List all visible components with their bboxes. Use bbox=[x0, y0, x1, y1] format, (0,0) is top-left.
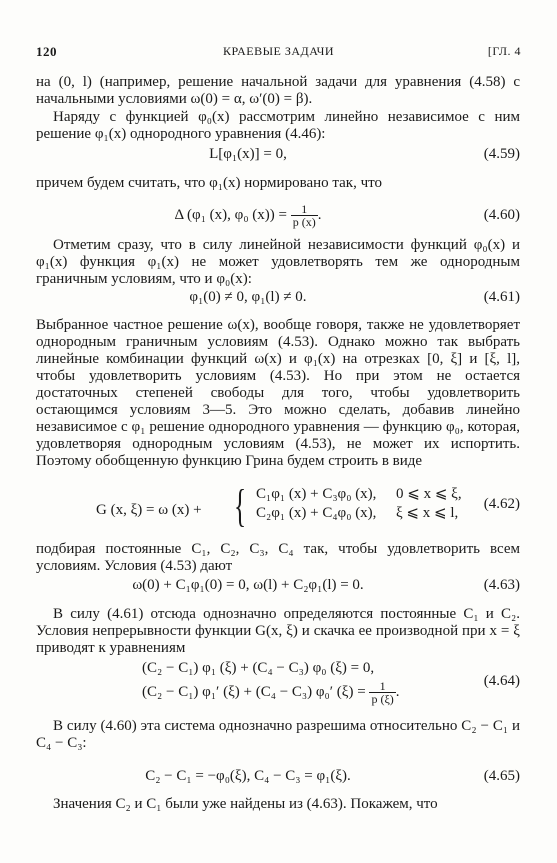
paragraph-text: причем будем считать, что φ₁(x) нормировано так, что bbox=[36, 175, 382, 191]
fraction-numerator: 1 bbox=[291, 203, 318, 216]
paragraph-text: Наряду с функцией φ₀(x) рассмотрим линейно независимое с ним решение φ₁(x) однородного уравнения (4.46): bbox=[36, 109, 520, 142]
paragraph-8 bbox=[36, 718, 520, 752]
equation-formula: ω(0) + C₁φ₁(0) = 0, ω(l) + C₂φ₁(l) = 0. bbox=[132, 577, 364, 593]
case-condition-2: ξ ⩽ x ⩽ l, bbox=[396, 505, 459, 521]
equation-4-63 bbox=[36, 577, 520, 595]
equation-4-64 bbox=[36, 660, 520, 706]
paragraph-text: Выбранное частное решение ω(x), вообще говоря, также не удовлетворяет однородным граничным условиям (4.53). Однако можно так выбрать линейные комбинации функций ω(x) и φ₁(x) на отрезках [0, ξ] и [ξ, l], чтобы удовлетворить условиям (4.53). Но при этом не остается достаточных степеней свободы для того, чтобы удовлетворить остающимся условиям 3—5. Это можно сделать, добавив линейно независимое с φ₁ решение однородного уравнения — функцию φ₀, которая, удовлетворяя однородным условиям (4.53), не может их испортить. Поэтому обобщенную функцию Грина будем строить в виде bbox=[36, 317, 520, 469]
paragraph-3 bbox=[36, 175, 520, 192]
equation-tail: . bbox=[317, 206, 322, 223]
paragraph-9 bbox=[36, 796, 520, 813]
equation-label: (4.65) bbox=[483, 768, 520, 784]
fraction-denominator: p (ξ) bbox=[371, 692, 394, 706]
equation-label: (4.63) bbox=[483, 577, 520, 593]
equation-label: (4.59) bbox=[483, 146, 520, 162]
case-row-2: C₂φ₁ (x) + C₄φ₀ (x), bbox=[256, 505, 377, 521]
equation-4-62 bbox=[36, 480, 520, 536]
equation-4-61 bbox=[36, 289, 520, 307]
paragraph-1 bbox=[36, 74, 520, 108]
fraction-numerator: 1 bbox=[369, 680, 395, 693]
equation-4-59 bbox=[36, 146, 520, 164]
paragraph-text: В силу (4.60) эта система однозначно разрешима относительно C₂ − C₁ и C₄ − C₃: bbox=[36, 718, 520, 751]
paragraph-7 bbox=[36, 606, 520, 657]
equation-formula: φ₁(0) ≠ 0, φ₁(l) ≠ 0. bbox=[189, 289, 307, 305]
equation-label: (4.61) bbox=[483, 289, 520, 305]
paragraph-6 bbox=[36, 541, 520, 575]
running-title: КРАЕВЫЕ ЗАДАЧИ bbox=[222, 44, 335, 58]
paragraph-4 bbox=[36, 237, 520, 288]
equation-label: (4.60) bbox=[483, 207, 520, 223]
page-number: 120 bbox=[36, 44, 57, 59]
left-brace: { bbox=[233, 480, 247, 531]
equation-lhs: Δ (φ₁ (x), φ₀ (x)) = bbox=[174, 206, 288, 223]
equation-label: (4.64) bbox=[483, 673, 520, 689]
paragraph-text: на (0, l) (например, решение начальной задачи для уравнения (4.58) с начальными условиями ω(0) = α, ω′(0) = β). bbox=[36, 74, 520, 107]
system-row-2-lhs: (C₂ − C₁) φ₁′ (ξ) + (C₄ − C₃) φ₀′ (ξ) = bbox=[142, 683, 366, 700]
case-condition-1: 0 ⩽ x ⩽ ξ, bbox=[396, 486, 462, 502]
equation-label: (4.62) bbox=[483, 496, 520, 512]
system-row-2 bbox=[142, 680, 400, 705]
case-row-1: C₁φ₁ (x) + C₃φ₀ (x), bbox=[256, 486, 377, 502]
paragraph-text: Отметим сразу, что в силу линейной независимости функций φ₀(x) и φ₁(x) функция φ₁(x) не может удовлетворять тем же однородным граничным условиям, что и φ₀(x): bbox=[36, 237, 520, 287]
running-header bbox=[36, 43, 521, 61]
fraction bbox=[291, 203, 318, 228]
chapter-label: [ГЛ. 4 bbox=[487, 44, 521, 58]
equation-formula: L[φ₁(x)] = 0, bbox=[209, 146, 287, 162]
equation-formula bbox=[36, 203, 460, 228]
equation-formula: C₂ − C₁ = −φ₀(ξ), C₄ − C₃ = φ₁(ξ). bbox=[145, 768, 351, 784]
fraction-denominator: p (x) bbox=[292, 215, 316, 229]
fraction bbox=[369, 680, 395, 705]
equation-lhs: G (x, ξ) = ω (x) + bbox=[96, 502, 202, 518]
paragraph-5 bbox=[36, 317, 520, 470]
system-row-1: (C₂ − C₁) φ₁ (ξ) + (C₄ − C₃) φ₀ (ξ) = 0, bbox=[142, 660, 375, 676]
paragraph-text: подбирая постоянные C₁, C₂, C₃, C₄ так, чтобы удовлетворить всем условиям. Условия (4.53) дают bbox=[36, 541, 520, 574]
paragraph-text: В силу (4.61) отсюда однозначно определяются постоянные C₁ и C₂. Условия непрерывности функции G(x, ξ) и скачка ее производной при x = ξ приводят к уравнениям bbox=[36, 606, 520, 656]
paragraph-text: Значения C₂ и C₁ были уже найдены из (4.63). Покажем, что bbox=[53, 796, 438, 812]
equation-4-60 bbox=[36, 203, 520, 227]
paragraph-2 bbox=[36, 109, 520, 143]
equation-4-65 bbox=[36, 768, 520, 786]
equation-tail: . bbox=[395, 683, 400, 700]
